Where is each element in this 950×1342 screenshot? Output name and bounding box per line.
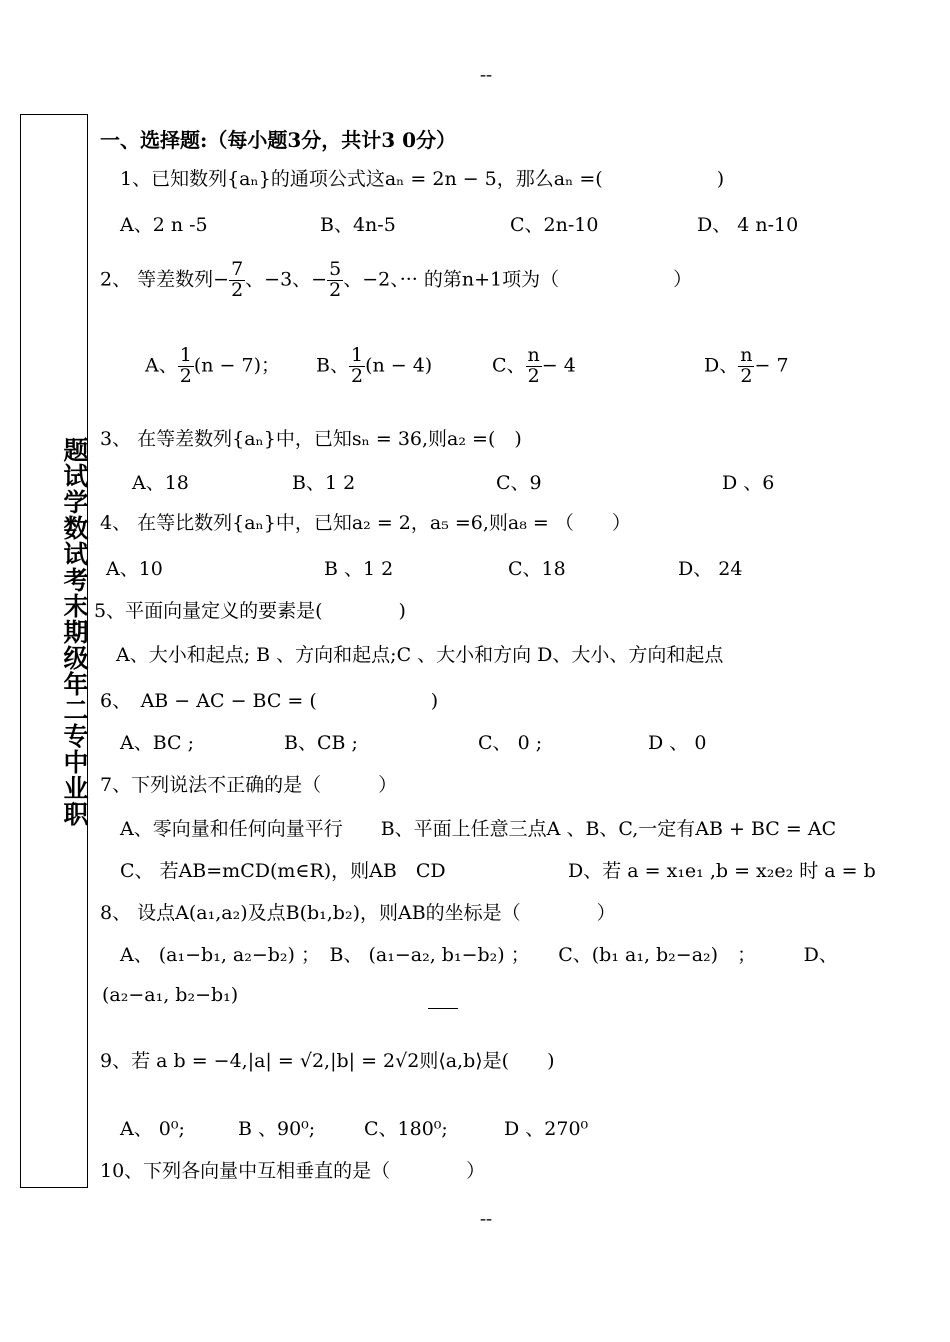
q2-option-d-frac — [738, 346, 754, 387]
q4-option-d: D、 24 — [678, 558, 743, 580]
q2-stem-suffix: 、−2、··· 的第n+1项为（ ） — [343, 268, 693, 291]
q8-stem: 8、 设点A(a₁,a₂)及点B(b₁,b₂)，则AB的坐标是（ ） — [100, 902, 616, 924]
q3-option-b: B、1 2 — [292, 472, 356, 494]
q2-d-num: n — [740, 344, 753, 366]
q2-option-d — [704, 346, 789, 387]
q2-option-a — [145, 346, 280, 387]
q6-option-a: A、BC ; — [120, 732, 195, 754]
sidebar-title: 题试学数试考末期级年二专中业职 — [60, 437, 89, 827]
q6-option-b: B、CB ; — [284, 732, 358, 754]
q6-stem: 6、 AB − AC − BC = ( ) — [100, 690, 439, 712]
q3-option-a: A、18 — [132, 472, 189, 494]
q2-stem-prefix: 2、 等差数列 — [100, 268, 214, 291]
q2-a-num: 1 — [179, 344, 192, 366]
q2-option-a-label: A、 — [145, 354, 178, 377]
q7-stem: 7、下列说法不正确的是（ ） — [100, 774, 398, 796]
q8-options-line2: (a₂−a₁, b₂−b₁) — [102, 984, 239, 1006]
q2-frac1-num: 7 — [231, 258, 244, 280]
q2-option-c — [492, 346, 576, 387]
q5-options: A、大小和起点; B 、方向和起点;C 、大小和方向 D、大小、方向和起点 — [116, 644, 724, 666]
q9-option-a: A、 0⁰; — [120, 1118, 185, 1140]
q2-option-b — [316, 346, 432, 387]
q7-option-d: D、若 a = x₁e₁ ,b = x₂e₂ 时 a = b — [568, 860, 876, 882]
q2-b-den: 2 — [350, 364, 364, 387]
q10-stem: 10、下列各向量中互相垂直的是（ ） — [100, 1160, 486, 1182]
q6-option-c: C、 0 ; — [478, 732, 543, 754]
q9-option-b: B 、90⁰; — [238, 1118, 316, 1140]
q2-option-c-frac — [526, 346, 542, 387]
q2-b-num: 1 — [350, 344, 364, 366]
q3-option-c: C、9 — [496, 472, 542, 494]
q4-option-c: C、18 — [508, 558, 566, 580]
q2-c-num: n — [527, 344, 540, 366]
q2-neg: − — [213, 268, 230, 291]
q2-option-c-tail: − 4 — [541, 354, 576, 377]
q7-options-ab: A、零向量和任何向量平行 B、平面上任意三点A 、B、C,一定有AB + BC = AC — [120, 818, 837, 840]
footer-marker: -- — [480, 1208, 492, 1228]
q2-frac2-num: 5 — [329, 258, 342, 280]
q9-option-c: C、180⁰; — [364, 1118, 448, 1140]
q2-option-b-tail: (n − 4) — [365, 354, 433, 377]
q6-option-d: D 、 0 — [648, 732, 707, 754]
q2-frac2-den: 2 — [329, 278, 342, 301]
q1-option-d: D、 4 n-10 — [697, 214, 799, 236]
q8-options-line1: A、 (a₁−b₁, a₂−b₂) ； B、 (a₁−a₂, b₁−b₂) ； C、(b₁ a₁, b₂−a₂) ； D、 — [120, 944, 838, 966]
q7-option-c: C、 若AB=mCD(m∈R)，则AB CD — [120, 860, 446, 882]
q2-d-den: 2 — [740, 364, 753, 387]
q1-option-a: A、2 n -5 — [120, 214, 208, 236]
q2-option-d-label: D、 — [704, 354, 739, 377]
q1-option-c: C、2n-10 — [510, 214, 599, 236]
q1-option-b: B、4n-5 — [320, 214, 396, 236]
q2-frac-5-2 — [327, 260, 343, 301]
q2-option-a-tail: (n − 7)； — [193, 354, 280, 377]
section-title: 一、选择题:（每小题3分，共计3 0分） — [100, 128, 457, 152]
q3-stem: 3、 在等差数列{aₙ}中，已知sₙ = 36,则a₂ =( ) — [100, 428, 522, 450]
q2-option-c-label: C、 — [492, 354, 526, 377]
q2-frac1-den: 2 — [231, 278, 244, 301]
vector-bar-mark — [428, 1008, 458, 1009]
q4-stem: 4、 在等比数列{aₙ}中，已知a₂ = 2，a₅ =6,则a₈ = （ ） — [100, 512, 631, 534]
q9-stem: 9、若 a b = −4,|a| = √2,|b| = 2√2则⟨a,b⟩是( ) — [100, 1050, 555, 1072]
q2-frac-7-2 — [229, 260, 245, 301]
q2-option-a-frac — [178, 346, 194, 387]
header-marker: -- — [480, 64, 492, 84]
q2-a-den: 2 — [179, 364, 192, 387]
q2-option-b-label: B、 — [316, 354, 349, 377]
q1-stem: 1、已知数列{aₙ}的通项公式这aₙ = 2n − 5，那么aₙ =( ) — [120, 168, 725, 190]
q2-c-den: 2 — [527, 364, 540, 387]
q4-option-b: B 、1 2 — [324, 558, 394, 580]
q3-option-d: D 、6 — [722, 472, 775, 494]
q2-option-d-tail: − 7 — [754, 354, 789, 377]
q5-stem: 5、平面向量定义的要素是( ) — [94, 600, 406, 622]
q9-option-d: D 、270⁰ — [504, 1118, 589, 1140]
q2-stem — [100, 260, 692, 301]
q2-option-b-frac — [349, 346, 365, 387]
q4-option-a: A、10 — [106, 558, 163, 580]
sidebar-box — [20, 114, 88, 1188]
q2-seq-mid: 、−3、− — [245, 268, 328, 291]
